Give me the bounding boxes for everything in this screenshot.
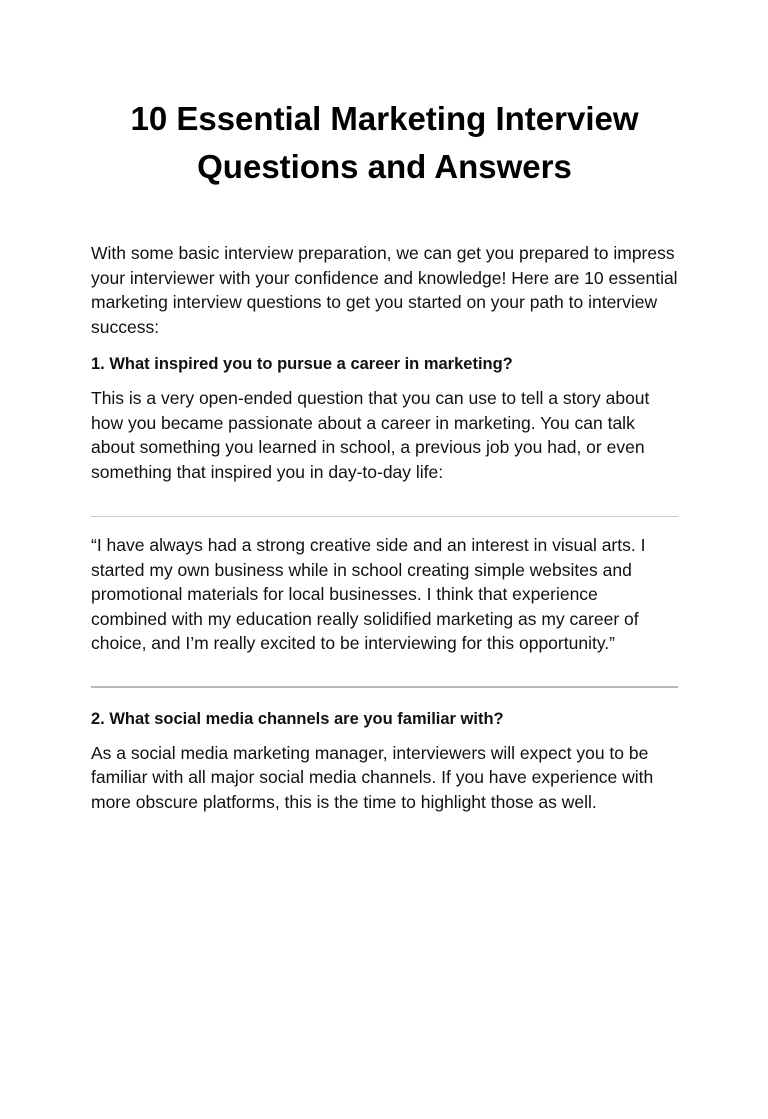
document-page bbox=[0, 95, 768, 1119]
title-line-1: 10 Essential Marketing Interview bbox=[130, 100, 639, 137]
sample-answer-quote: “I have always had a strong creative side and an interest in visual arts. I started my own business while in school creating simple websites and promotional materials for local businesses. I think that experience combined with my education really solidified marketing as my career of choice, and I’m really excited to be interviewing for this opportunity.” bbox=[91, 535, 646, 653]
document-title bbox=[91, 95, 678, 191]
intro-paragraph: With some basic interview preparation, we can get you prepared to impress your interviewer with your confidence and knowledge! Here are 10 essential marketing interview questions to get you started on your path to interview success: bbox=[91, 243, 678, 337]
question-2-answer: As a social media marketing manager, interviewers will expect you to be familiar with all major social media channels. If you have experience with more obscure platforms, this is the time to highlight those as well. bbox=[91, 742, 654, 812]
divider-top bbox=[91, 516, 678, 517]
question-1-heading: 1. What inspired you to pursue a career in marketing? bbox=[91, 355, 513, 373]
divider-bottom bbox=[91, 686, 678, 688]
title-line-2: Questions and Answers bbox=[197, 148, 572, 185]
question-2-heading: 2. What social media channels are you familiar with? bbox=[91, 709, 504, 728]
question-1-answer: This is a very open-ended question that you can use to tell a story about how you became passionate about a career in marketing. You can talk about something you learned in school, a previous job you had, or even something that inspired you in day-to-day life: bbox=[91, 388, 650, 482]
